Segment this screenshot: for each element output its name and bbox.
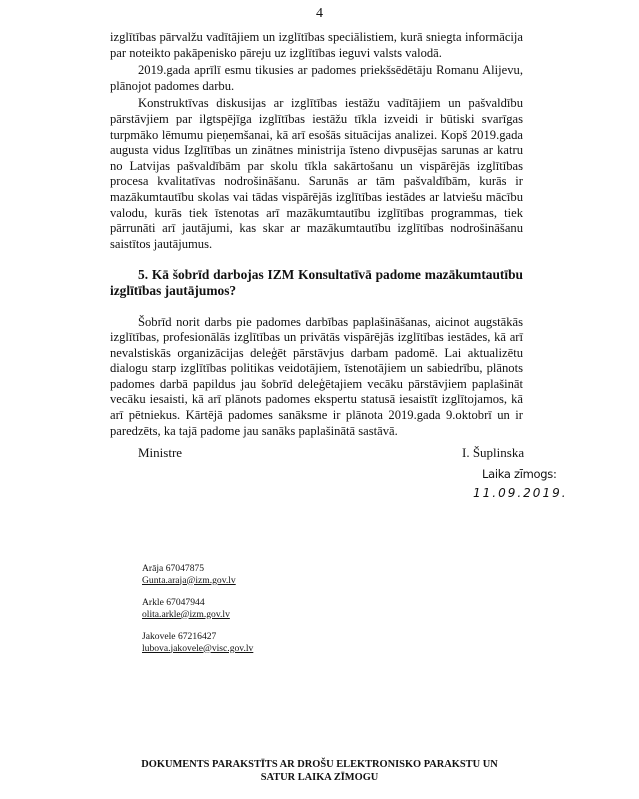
contact-name-phone: Arāja 67047875 xyxy=(142,563,205,574)
paragraph-continuation: izglītības pārvalžu vadītājiem un izglītības speciālistiem, kurā sniegta informācija par noteikto pakāpenisko pāreju uz izglītības ieguvi valsts valodā. xyxy=(110,30,523,60)
question-heading: 5. Kā šobrīd darbojas IZM Konsultatīvā padome mazākumtautību izglītības jautājumos? xyxy=(110,267,523,298)
contact-email-link[interactable]: Gunta.araja@izm.gov.lv xyxy=(142,574,236,586)
answer-paragraph: Šobrīd norit darbs pie padomes darbības paplašināšanas, aicinot augstākās izglītības, profesionālās izglītības un privātās vispārējās izglītības iestādes, kā arī nevalstiskās organizācijas deleģēt pārstāvjus darbam padomē. Lai aktualizētu dialogu starp izglītības politikas veidotājiem, īstenotājiem un sabiedrību, plānots padomes darbā papildus jau šobrīd deleģētajiem vecāku pārstāvjiem paplašināt vecāku iesaisti, kā arī plānots padomes ekspertu statusā iesaistīt izglītojamos, kā arī pētniekus. Kārtējā padomes sanāksme ir plānota 2019.gada 9.oktobrī un ir paredzēts, ka tajā padome jau sanāks paplašinātā sastāvā. xyxy=(110,314,523,438)
contact-email-link[interactable]: olita.arkle@izm.gov.lv xyxy=(142,608,230,620)
contact-item xyxy=(142,631,253,654)
signer-name: I. Šuplinska xyxy=(462,445,525,460)
footer-line-2: SATUR LAIKA ZĪMOGU xyxy=(260,771,379,783)
page-number: 4 xyxy=(316,6,323,21)
timestamp-date: 11.09.2019. xyxy=(473,486,568,500)
signer-role: Ministre xyxy=(138,445,183,460)
timestamp-label: Laika zīmogs: xyxy=(482,467,557,481)
letter-body xyxy=(110,30,523,439)
contact-name-phone: Jakovele 67216427 xyxy=(142,631,217,642)
footer-notice xyxy=(0,759,639,784)
contact-name-phone: Arkle 67047944 xyxy=(142,597,205,608)
contact-item xyxy=(142,597,253,620)
paragraph-discussions: Konstruktīvas diskusijas ar izglītības iestāžu vadītājiem un pašvaldību pārstāvjiem par ilgtspējīga izglītības iestāžu tīkla izveidi ir būtiski svarīgas turpmāko lēmumu pieņemšanai, kā arī esošās situācijas analizei. Kopš 2019.gada augusta vidus Izglītības un zinātnes ministrija īsteno divpusējas sarunas ar katru no Latvijas pašvaldībām par skolu tīkla sakārtošanu un vispārējās izglītības procesa kvalitatīvas nodrošināšanu. Sarunās ar tām pašvaldībām, kurās ir mazākumtautību skolas vai tādas vispārējās izglītības iestādes ar latviešu mācību valodu, kurās tiek īstenotas arī mazākumtautību izglītības programmas, tiek pārrunāti arī jautājumi, kas skar ar mazākumtautību izglītības nodrošināšanu saistītos jautājumus. xyxy=(110,96,523,251)
contact-list xyxy=(142,563,253,665)
footer-line-1: DOKUMENTS PARAKSTĪTS AR DROŠU ELEKTRONISKO PARAKSTU UN xyxy=(141,759,498,770)
contact-item xyxy=(142,563,253,586)
paragraph-meeting: 2019.gada aprīlī esmu tikusies ar padomes priekšsēdētāju Romanu Alijevu, plānojot padomes darbu. xyxy=(110,63,523,93)
contact-email-link[interactable]: lubova.jakovele@visc.gov.lv xyxy=(142,642,254,654)
